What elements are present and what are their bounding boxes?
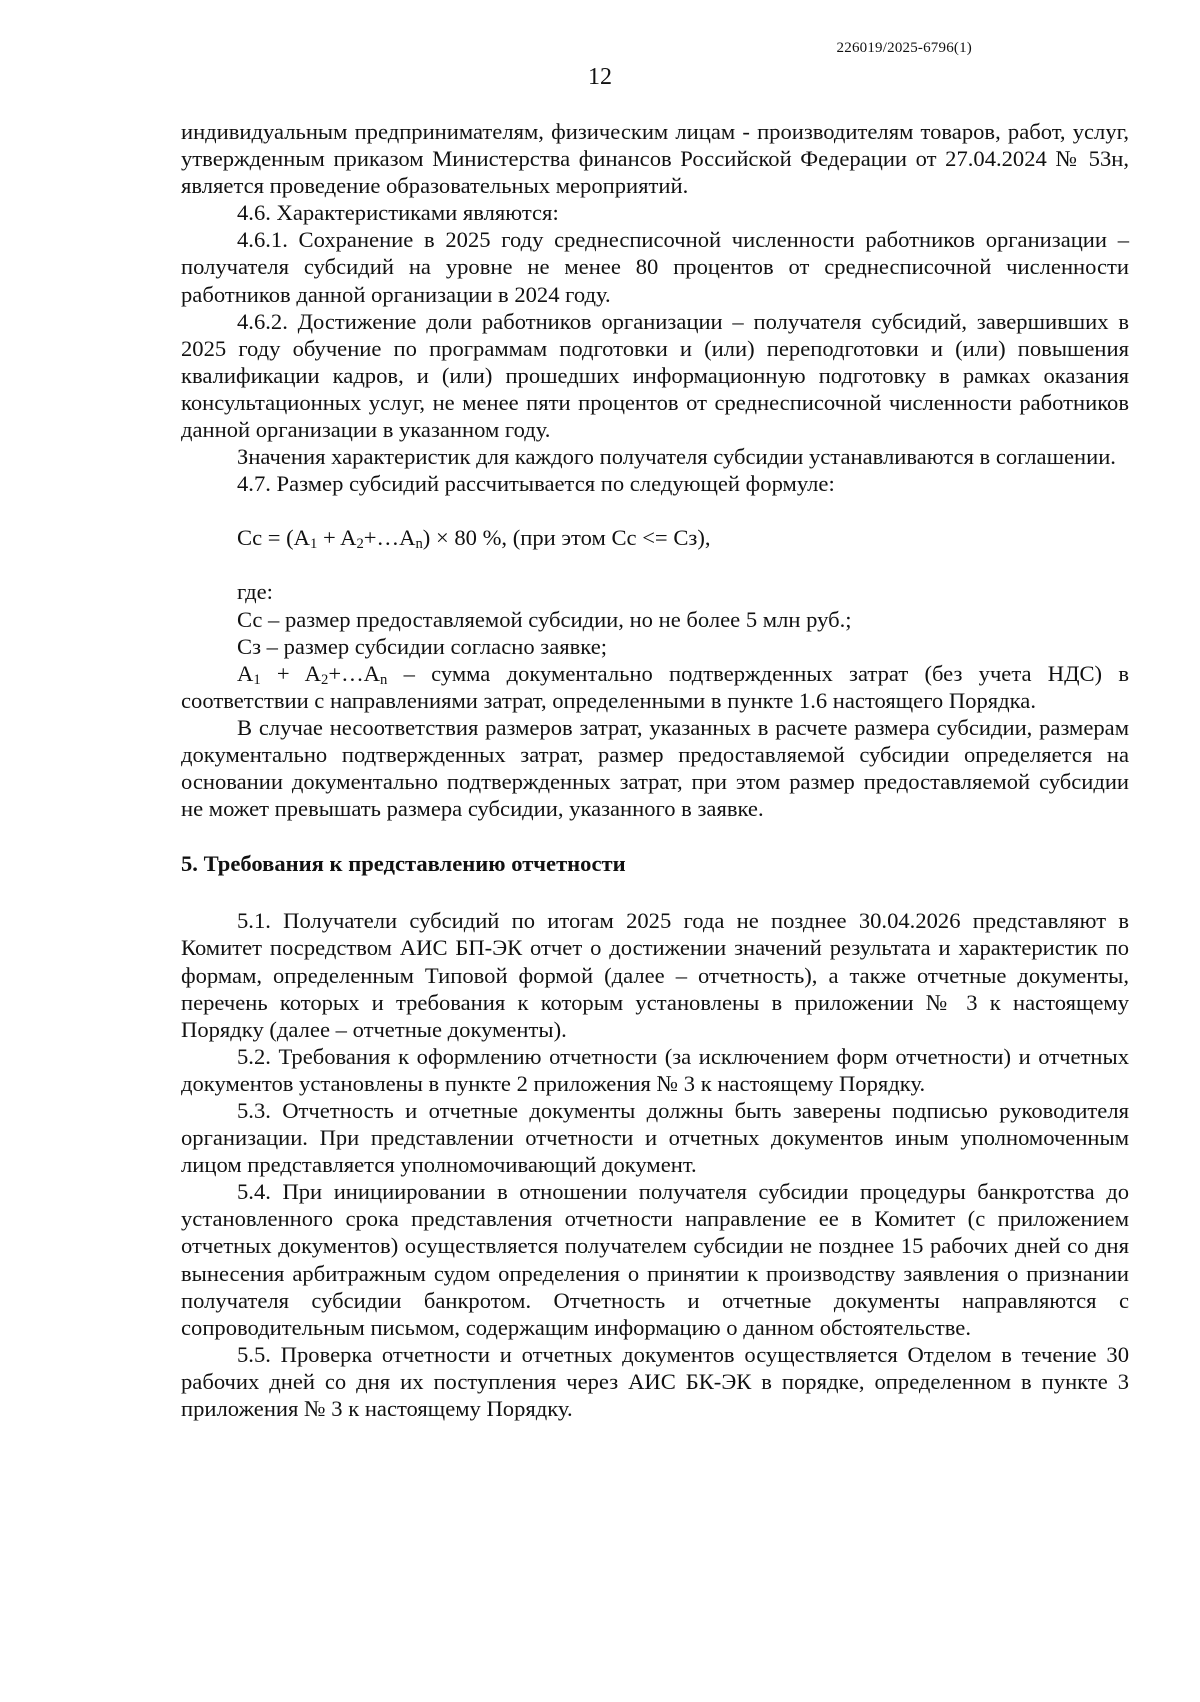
formula-rhs: ) × 80 %, (при этом Cc <= Сз), (422, 525, 711, 551)
document-id: 226019/2025-6796(1) (836, 40, 972, 56)
paragraph-5-1: 5.1. Получатели субсидий по итогам 2025 года не позднее 30.04.2026 представляют в Комитет посредством АИС БП-ЭК отчет о достижении значений результата и характеристик по формам, определенным Типовой формой (далее – отчетность), а также отчетные документы, перечень которых и требования к которым установлены в приложении № 3 к настоящему Порядку (далее – отчетные документы). (181, 908, 1129, 1042)
paragraph-4-6-1: 4.6.1. Сохранение в 2025 году среднесписочной численности работников организации – получателя субсидий на уровне не менее 80 процентов от среднесписочной численности работников данной организации в 2024 году. (181, 227, 1129, 307)
definitions-where: где: (237, 579, 273, 605)
formula-sub-2: 2 (356, 536, 364, 553)
paragraph-5-3: 5.3. Отчетность и отчетные документы должны быть заверены подписью руководителя организации. При представлении отчетности и отчетных документов иным уполномоченным лицом представляется уполномочивающий документ. (181, 1098, 1129, 1178)
paragraph-5-5: 5.5. Проверка отчетности и отчетных документов осуществляется Отделом в течение 30 рабочих дней со дня их поступления через АИС БК-ЭК в порядке, определенном в пункте 3 приложения № 3 к настоящему Порядку. (181, 1341, 1129, 1422)
paragraph-4-6-2: 4.6.2. Достижение доли работников организации – получателя субсидий, завершивших в 2025 году обучение по программам подготовки и (или) переподготовки и (или) повышения квалификации кадров, и (или) прошедших информационную подготовку в рамках оказания консультационных услуг, не менее пяти процентов от среднесписочной численности работников данной организации в указанном году. (181, 308, 1129, 443)
definition-costs-sum (181, 660, 1129, 714)
paragraph-mismatch: В случае несоответствия размеров затрат, указанных в расчете размера субсидии, размерам документально подтвержденных затрат, размер предоставляемой субсидии определяется на основании документально подтвержденных затрат, при этом размер предоставляемой субсидии не может превышать размера субсидии, указанного в заявке. (181, 714, 1129, 822)
def-b: + A (260, 660, 321, 686)
definition-cz: Сз – размер субсидии согласно заявке; (237, 633, 608, 659)
paragraph-4-7: 4.7. Размер субсидий рассчитывается по следующей формуле: (237, 471, 835, 497)
section-5-title: 5. Требования к представлению отчетности (181, 851, 626, 877)
document-body (181, 118, 1129, 1422)
def-sub-1: 1 (253, 671, 261, 688)
formula-mid-1: + A (317, 525, 357, 551)
formula-sub-n: n (415, 536, 423, 553)
paragraph-5-4: 5.4. При инициировании в отношении получателя субсидии процедуры банкротства до установленного срока представления отчетности направление ее в Комитет (с приложением отчетных документов) осуществляется получателем субсидии не позднее 15 рабочих дней со дня вынесения арбитражным судом определения о принятии к производству заявления о признании получателя субсидии банкротом. Отчетность и отчетные документы направляются с сопроводительным письмом, содержащим информацию о данном обстоятельстве. (181, 1179, 1129, 1340)
definition-cc: Сс – размер предоставляемой субсидии, но не более 5 млн руб.; (237, 606, 852, 632)
def-sub-n: n (380, 671, 388, 688)
def-text: – сумма документально подтвержденных затрат (без учета НДС) в соответствии с направлениями затрат, определенными в пункте 1.6 настоящего Порядка. (181, 660, 1130, 713)
paragraph-characteristics-values: Значения характеристик для каждого получателя субсидии устанавливаются в соглашении. (237, 444, 1116, 470)
page-number: 12 (588, 64, 612, 90)
paragraph-5-2: 5.2. Требования к оформлению отчетности (за исключением форм отчетности) и отчетных документов установлены в пункте 2 приложения № 3 к настоящему Порядку. (181, 1043, 1129, 1096)
def-c: +…A (328, 660, 380, 686)
def-sub-2: 2 (321, 671, 329, 688)
formula-mid-2: +…A (363, 525, 416, 551)
formula-lhs: Cc = (A (237, 525, 310, 551)
formula-sub-1: 1 (309, 536, 318, 553)
paragraph-continuation: индивидуальным предпринимателям, физическим лицам - производителям товаров, работ, услуг, утвержденным приказом Министерства финансов Российской Федерации от 27.04.2024 № 53н, является проведение образовательных мероприятий. (181, 119, 1129, 199)
paragraph-4-6: 4.6. Характеристиками являются: (237, 200, 559, 226)
def-a: A (237, 660, 254, 686)
subsidy-formula (181, 524, 1129, 551)
